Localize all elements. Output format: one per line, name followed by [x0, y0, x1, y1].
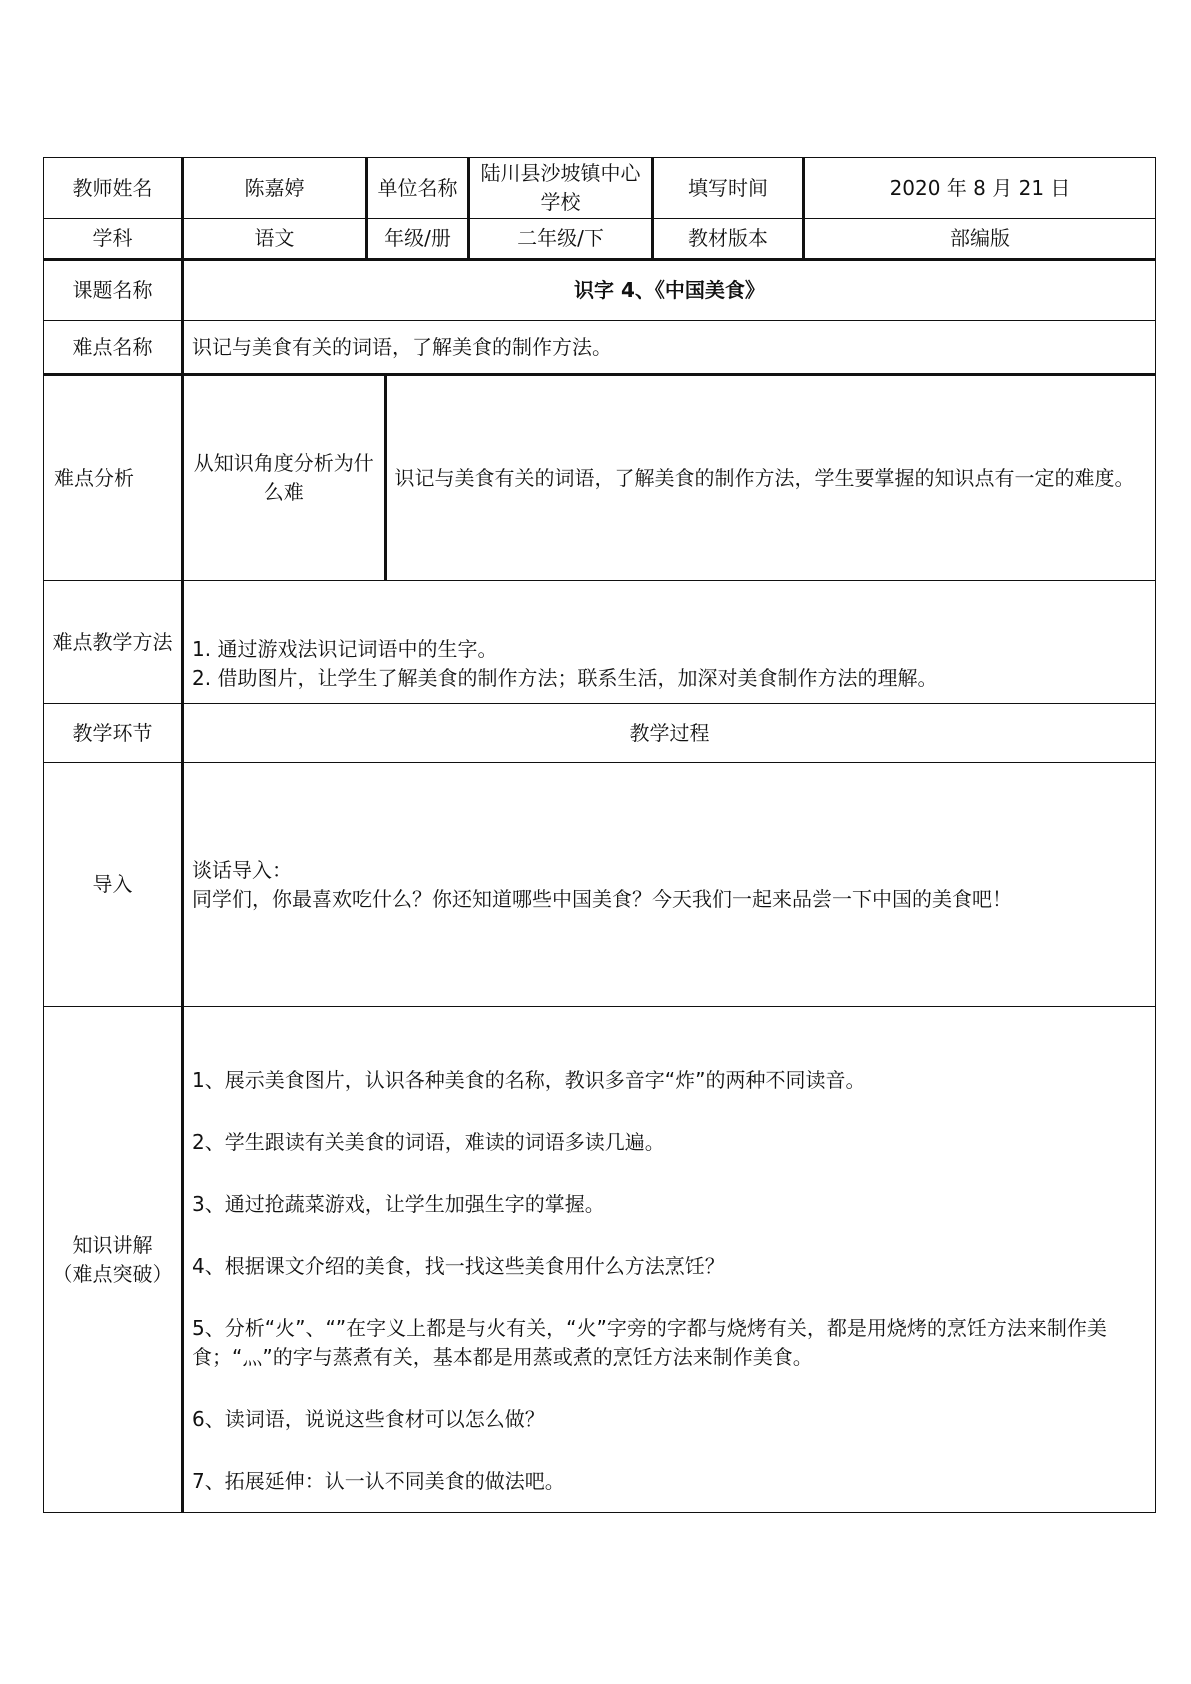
subject-value: 语文	[183, 219, 367, 260]
method-item: 1. 通过游戏法识记词语中的生字。	[192, 637, 498, 661]
knowledge-step: 3、通过抢蔬菜游戏，让学生加强生字的掌握。	[192, 1192, 605, 1216]
analysis-value: 识记与美食有关的词语，了解美食的制作方法，学生要掌握的知识点有一定的难度。	[394, 465, 1135, 490]
intro-row	[44, 763, 1156, 1007]
fill-date-label: 填写时间	[653, 158, 804, 219]
topic-title: 识字 4、《中国美食》	[183, 260, 1156, 321]
knowledge-label-line1: 知识讲解	[72, 1232, 153, 1257]
knowledge-label-line2: （难点突破）	[52, 1261, 173, 1286]
knowledge-step: 6、读词语，说说这些食材可以怎么做？	[192, 1407, 545, 1431]
teacher-name-label: 教师姓名	[44, 158, 183, 219]
header-row-1	[44, 158, 1156, 219]
method-cell	[183, 581, 1156, 704]
analysis-sub-label: 从知识角度分析为什么难	[184, 376, 385, 580]
intro-cell	[183, 763, 1156, 1007]
grade-label: 年级/册	[367, 219, 469, 260]
intro-text: 同学们，你最喜欢吃什么？你还知道哪些中国美食？今天我们一起来品尝一下中国的美食吧！	[192, 886, 1012, 911]
process-label: 教学过程	[183, 704, 1156, 763]
intro-label: 导入	[44, 763, 183, 1007]
edition-value: 部编版	[804, 219, 1156, 260]
analysis-cell	[183, 375, 1156, 581]
process-stage-label: 教学环节	[44, 704, 183, 763]
knowledge-step: 7、拓展延伸：认一认不同美食的做法吧。	[192, 1469, 565, 1493]
knowledge-row	[44, 1007, 1156, 1513]
difficulty-label: 难点名称	[44, 321, 183, 375]
fill-date-value: 2020 年 8 月 21 日	[804, 158, 1156, 219]
unit-name-value: 陆川县沙坡镇中心学校	[469, 158, 653, 219]
analysis-row	[44, 375, 1156, 581]
difficulty-row	[44, 321, 1156, 375]
topic-row	[44, 260, 1156, 321]
method-row	[44, 581, 1156, 704]
unit-name-label: 单位名称	[367, 158, 469, 219]
knowledge-step: 5、分析“火”、“”在字义上都是与火有关，“火”字旁的字都与烧烤有关，都是用烧烤的烹饪方法来制作美食；“灬”的字与蒸煮有关，基本都是用蒸或煮的烹饪方法来制作美食。	[192, 1316, 1107, 1369]
teacher-name-value: 陈嘉婷	[183, 158, 367, 219]
difficulty-value: 识记与美食有关的词语，了解美食的制作方法。	[183, 321, 1156, 375]
subject-label: 学科	[44, 219, 183, 260]
method-label: 难点教学方法	[44, 581, 183, 704]
knowledge-label	[44, 1007, 183, 1513]
analysis-label: 难点分析	[44, 375, 183, 581]
knowledge-step: 1、展示美食图片，认识各种美食的名称，教识多音字“炸”的两种不同读音。	[192, 1068, 866, 1092]
analysis-inner-table	[184, 376, 1155, 580]
knowledge-step: 2、学生跟读有关美食的词语，难读的词语多读几遍。	[192, 1130, 665, 1154]
topic-label: 课题名称	[44, 260, 183, 321]
process-header-row	[44, 704, 1156, 763]
grade-value: 二年级/下	[469, 219, 653, 260]
intro-heading: 谈话导入：	[192, 857, 292, 882]
lesson-plan-table	[43, 157, 1156, 1513]
knowledge-cell	[183, 1007, 1156, 1513]
edition-label: 教材版本	[653, 219, 804, 260]
header-row-2	[44, 219, 1156, 260]
method-item: 2. 借助图片，让学生了解美食的制作方法；联系生活，加深对美食制作方法的理解。	[192, 666, 938, 690]
knowledge-step: 4、根据课文介绍的美食，找一找这些美食用什么方法烹饪？	[192, 1254, 725, 1278]
